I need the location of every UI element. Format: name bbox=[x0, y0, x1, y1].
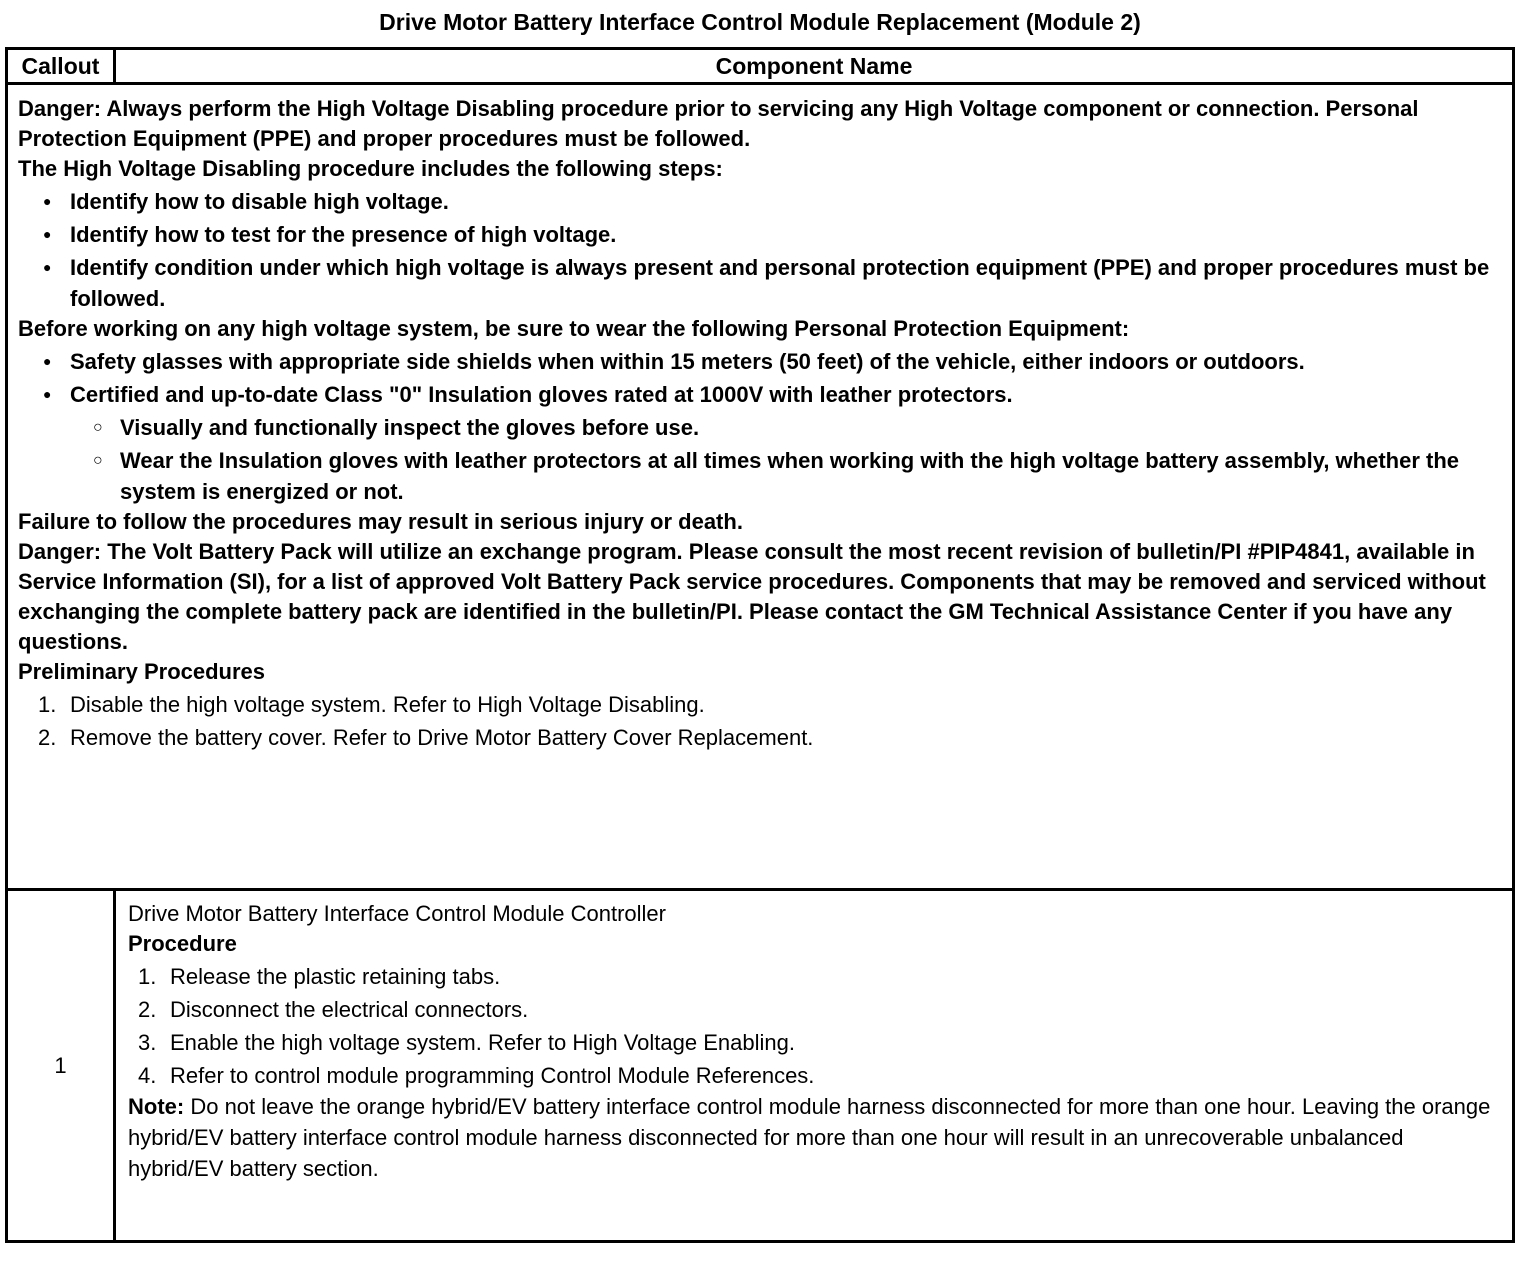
item-text: Refer to control module programming Control Module References. bbox=[170, 1063, 815, 1088]
bullet-icon: ● bbox=[43, 193, 52, 209]
exchange-danger-text: Danger: The Volt Battery Pack will utilize an exchange program. Please consult the most recent revision of bulletin/PI #PIP4841, available in Service Information (SI), for a list of approved Volt Battery Pack service procedures. Components that may be removed and serviced without exchanging the complete battery pack are identified in the bulletin/PI. Please contact the GM Technical Assistance Center if you have any questions. bbox=[18, 539, 1486, 654]
sub-bullet-icon: ○ bbox=[93, 419, 103, 436]
component-table bbox=[5, 47, 1515, 1243]
item-number: 4. bbox=[138, 1063, 157, 1088]
numbered-item bbox=[38, 689, 1502, 720]
list-item-text: Identify how to disable high voltage. bbox=[70, 189, 449, 214]
component-cell bbox=[115, 890, 1514, 1242]
list-item-text: Identify how to test for the presence of high voltage. bbox=[70, 222, 617, 247]
list-item-text: Identify condition under which high voltage is always present and personal protection equipment (PPE) and proper procedures must be followed. bbox=[70, 255, 1490, 311]
list-item bbox=[43, 186, 1502, 217]
procedure-heading: Procedure bbox=[128, 931, 237, 956]
item-number: 3. bbox=[138, 1030, 157, 1055]
warning-cell bbox=[7, 84, 1514, 890]
list-item-text: Wear the Insulation gloves with leather protectors at all times when working with the high voltage battery assembly, whether the system is energized or not. bbox=[120, 448, 1460, 504]
procedure-steps-list bbox=[138, 961, 1502, 1091]
numbered-item bbox=[138, 1027, 1502, 1058]
sub-bullet-icon: ○ bbox=[93, 452, 103, 469]
item-text: Disconnect the electrical connectors. bbox=[170, 997, 529, 1022]
item-text: Remove the battery cover. Refer to Drive Motor Battery Cover Replacement. bbox=[70, 725, 814, 750]
disabling-steps-list bbox=[43, 186, 1502, 314]
failure-warning-text: Failure to follow the procedures may result in serious injury or death. bbox=[18, 509, 743, 534]
item-number: 1. bbox=[38, 692, 57, 717]
ppe-list bbox=[43, 346, 1502, 410]
note-label: Note: bbox=[128, 1094, 185, 1119]
preliminary-steps-list bbox=[38, 689, 1502, 753]
page-title: Drive Motor Battery Interface Control Module Replacement (Module 2) bbox=[379, 9, 1141, 35]
item-number: 1. bbox=[138, 964, 157, 989]
callout-cell: 1 bbox=[7, 890, 115, 1242]
bullet-icon: ● bbox=[43, 386, 52, 402]
list-item bbox=[43, 379, 1502, 410]
table-header-row bbox=[7, 49, 1514, 84]
item-text: Release the plastic retaining tabs. bbox=[170, 964, 501, 989]
numbered-item bbox=[38, 722, 1502, 753]
bullet-icon: ● bbox=[43, 353, 52, 369]
item-number: 2. bbox=[38, 725, 57, 750]
list-item bbox=[43, 346, 1502, 377]
list-item bbox=[43, 252, 1502, 314]
numbered-item bbox=[138, 1060, 1502, 1091]
component-title: Drive Motor Battery Interface Control Module Controller bbox=[128, 901, 666, 926]
danger-intro-text: Danger: Always perform the High Voltage Disabling procedure prior to servicing any High Voltage component or connection. Personal Protection Equipment (PPE) and proper procedures must be followed. bbox=[18, 96, 1419, 151]
list-item bbox=[43, 219, 1502, 250]
list-item-text: Visually and functionally inspect the gloves before use. bbox=[120, 415, 700, 440]
component-row bbox=[7, 890, 1514, 1242]
list-item-text: Safety glasses with appropriate side shields when within 15 meters (50 feet) of the vehicle, either indoors or outdoors. bbox=[70, 349, 1305, 374]
bullet-icon: ● bbox=[43, 226, 52, 242]
note-text: Do not leave the orange hybrid/EV battery interface control module harness disconnected for more than one hour. Leaving the orange hybrid/EV battery interface control module harness disconnected for more than one hour will result in an unrecoverable unbalanced hybrid/EV battery section. bbox=[128, 1094, 1491, 1181]
item-text: Enable the high voltage system. Refer to High Voltage Enabling. bbox=[170, 1030, 795, 1055]
item-number: 2. bbox=[138, 997, 157, 1022]
warning-row bbox=[7, 84, 1514, 890]
numbered-item bbox=[138, 994, 1502, 1025]
note-paragraph bbox=[128, 1091, 1502, 1184]
column-header-component-name: Component Name bbox=[115, 49, 1514, 84]
numbered-item bbox=[138, 961, 1502, 992]
column-header-callout: Callout bbox=[7, 49, 115, 84]
ppe-intro-text: Before working on any high voltage system, be sure to wear the following Personal Protection Equipment: bbox=[18, 316, 1130, 341]
list-item bbox=[93, 445, 1502, 507]
disabling-steps-intro: The High Voltage Disabling procedure includes the following steps: bbox=[18, 156, 723, 181]
glove-sub-list bbox=[93, 412, 1502, 507]
list-item bbox=[93, 412, 1502, 443]
preliminary-procedures-heading: Preliminary Procedures bbox=[18, 659, 266, 684]
bullet-icon: ● bbox=[43, 259, 52, 275]
list-item-text: Certified and up-to-date Class "0" Insulation gloves rated at 1000V with leather protectors. bbox=[70, 382, 1013, 407]
item-text: Disable the high voltage system. Refer to High Voltage Disabling. bbox=[70, 692, 705, 717]
